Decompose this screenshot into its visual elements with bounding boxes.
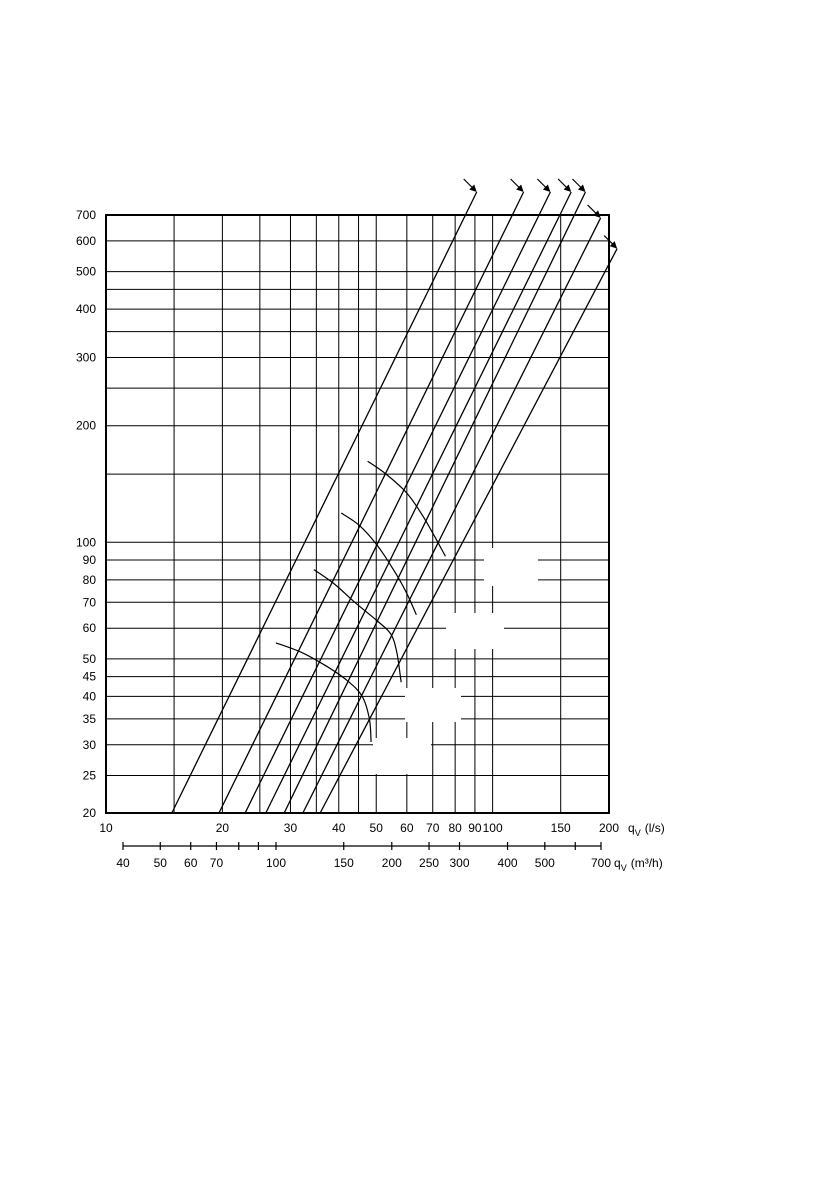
x2-tick-label-250: 250 (419, 856, 440, 870)
diagonal-line-2 (219, 192, 524, 813)
x-tick-label-50: 50 (369, 821, 383, 835)
x2-tick-label-150: 150 (333, 856, 354, 870)
x-axis-title-unit: (l/s) (644, 821, 665, 835)
label-mask-4 (373, 738, 431, 774)
x2-tick-label-40: 40 (116, 856, 130, 870)
y-tick-label-80: 80 (82, 572, 96, 587)
x-tick-label-70: 70 (426, 821, 440, 835)
grid-layer (106, 215, 609, 813)
x2-tick-label-200: 200 (381, 856, 402, 870)
x-axis-title-sub: V (634, 828, 641, 838)
x2-tick-label-50: 50 (153, 856, 167, 870)
x2-axis-title-sub: V (620, 863, 627, 873)
x-tick-label-100: 100 (482, 821, 503, 835)
x-tick-label-200: 200 (598, 821, 620, 835)
x2-tick-label-400: 400 (497, 856, 518, 870)
x-tick-label-30: 30 (283, 821, 298, 835)
y-tick-label-300: 300 (75, 350, 96, 365)
y-tick-label-200: 200 (75, 418, 96, 433)
x2-tick-label-100: 100 (266, 856, 287, 870)
y-tick-label-45: 45 (82, 669, 96, 684)
y-tick-label-40: 40 (82, 689, 96, 704)
x-tick-label-90: 90 (468, 821, 482, 835)
y-tick-label-90: 90 (82, 553, 96, 568)
direction-arrows (464, 179, 617, 249)
y-tick-label-600: 600 (75, 233, 96, 248)
y-tick-label-20: 20 (82, 806, 96, 820)
x-axis-title (628, 821, 665, 838)
label-mask-3 (405, 688, 461, 722)
x-tick-label-80: 80 (448, 821, 462, 835)
y-tick-label-100: 100 (75, 535, 96, 550)
y-tick-label-500: 500 (75, 264, 96, 279)
y-tick-label-400: 400 (75, 302, 96, 317)
diagonal-lines (172, 192, 617, 813)
y-tick-label-70: 70 (82, 595, 96, 610)
x-tick-label-10: 10 (99, 821, 113, 835)
y-tick-label-35: 35 (82, 711, 96, 726)
x2-tick-label-70: 70 (209, 856, 224, 870)
y-tick-label-25: 25 (82, 768, 96, 783)
x-tick-label-60: 60 (400, 821, 414, 835)
x2-tick-label-300: 300 (449, 856, 470, 870)
x-tick-label-150: 150 (550, 821, 571, 835)
y-tick-label-50: 50 (82, 651, 96, 666)
label-mask-1 (484, 548, 538, 586)
plot-frame (106, 215, 609, 813)
x2-axis-title (614, 856, 663, 873)
label-mask-2 (446, 613, 504, 649)
x-tick-label-40: 40 (332, 821, 346, 835)
x2-axis-title-unit: (m³/h) (630, 856, 663, 870)
secondary-axis (116, 842, 611, 870)
y-tick-label-30: 30 (82, 737, 96, 752)
x-tick-label-20: 20 (215, 821, 230, 835)
y-tick-label-60: 60 (82, 621, 96, 636)
x2-axis-title-main: q (614, 856, 621, 870)
tick-labels (76, 208, 619, 835)
x-axis-title-main: q (628, 821, 635, 835)
x2-tick-label-700: 700 (590, 856, 612, 870)
diagonal-line-6 (303, 218, 601, 813)
y-tick-label-700: 700 (75, 208, 96, 222)
x2-tick-label-500: 500 (534, 856, 555, 870)
x2-tick-label-60: 60 (184, 856, 198, 870)
